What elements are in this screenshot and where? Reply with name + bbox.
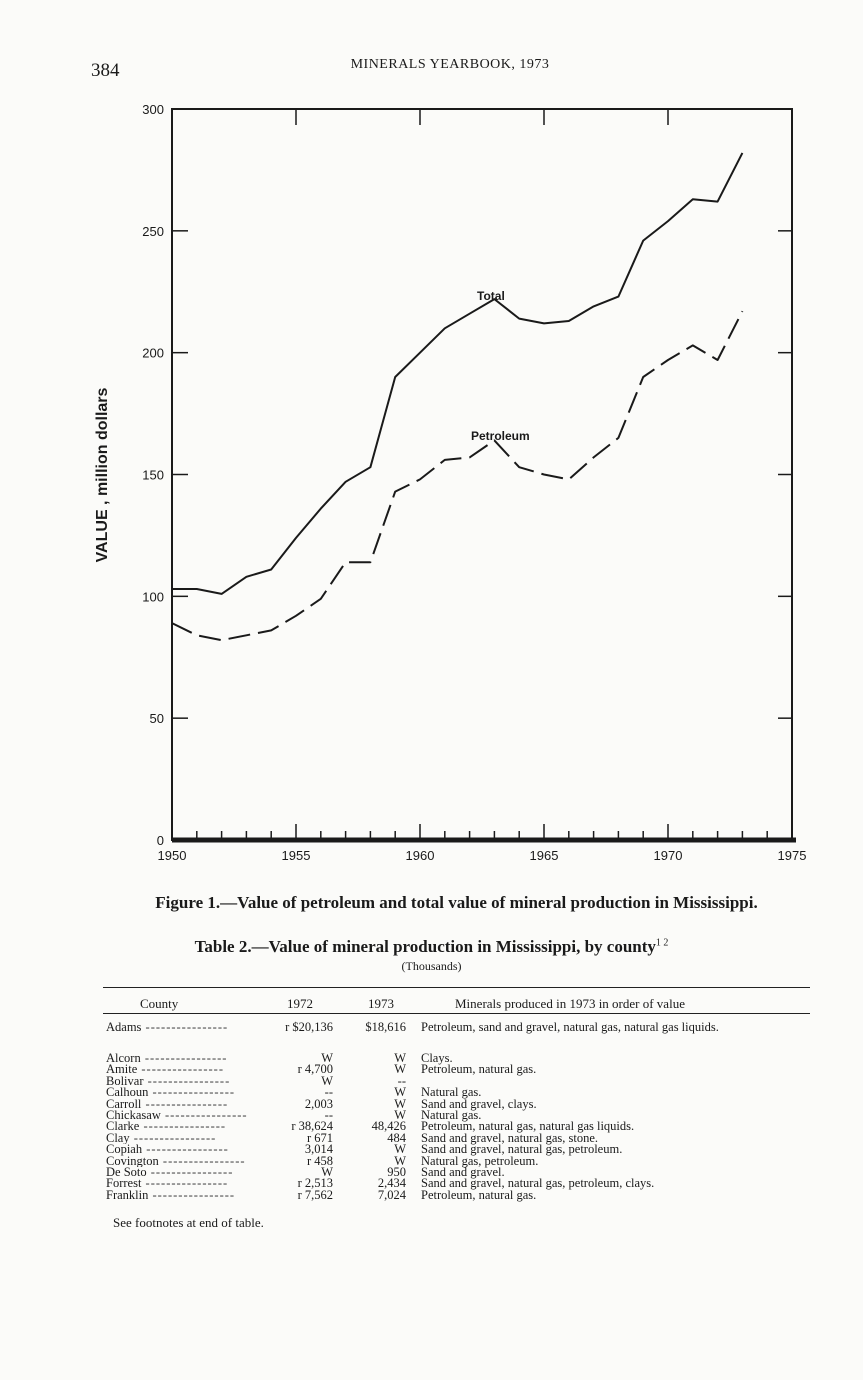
table-title-footnote-ref: 1 2: [655, 937, 669, 949]
county-name: Clay: [106, 1132, 130, 1145]
page-number: 384: [91, 60, 120, 81]
leader-dots: ----------------: [142, 1144, 229, 1156]
value-1973-cell: W: [394, 1051, 406, 1065]
value-1972-cell: r 2,513: [297, 1176, 333, 1191]
county-cell: [106, 1190, 266, 1201]
table-row: [0, 1064, 863, 1075]
leader-dots: ----------------: [141, 1178, 229, 1190]
series-line-petroleum: [172, 311, 742, 640]
county-cell: [106, 1121, 266, 1132]
value-1972-cell: --: [324, 1085, 333, 1100]
county-cell: [106, 1053, 266, 1064]
leader-dots: ----------------: [148, 1087, 236, 1099]
x-tick-label: 1970: [653, 848, 683, 863]
header-county: County: [140, 996, 179, 1011]
county-name: Chickasaw: [106, 1109, 161, 1122]
table-top-rule: [103, 987, 810, 988]
table-subtitle: (Thousands): [401, 959, 462, 973]
value-1973-cell: W: [394, 1153, 406, 1168]
value-1972-cell: W: [321, 1164, 333, 1179]
x-tick-label: 1955: [281, 848, 311, 863]
value-1973-cell: W: [394, 1096, 406, 1111]
county-cell: [106, 1064, 266, 1075]
series-line-total: [172, 153, 742, 594]
value-1972-cell: r 4,700: [297, 1062, 333, 1077]
leader-dots: ----------------: [139, 1121, 227, 1133]
county-name: Carroll: [106, 1098, 142, 1110]
table-title: [0, 937, 863, 957]
y-tick-label: 100: [142, 589, 164, 605]
minerals-cell: Natural gas.: [421, 1085, 482, 1100]
county-cell: [106, 1087, 266, 1098]
minerals-cell: Sand and gravel.: [421, 1164, 505, 1179]
x-tick-label: 1950: [157, 848, 187, 863]
minerals-cell: Petroleum, natural gas.: [421, 1062, 537, 1077]
value-1972-cell: W: [321, 1073, 333, 1088]
y-tick-label: 200: [142, 345, 164, 361]
county-cell: [106, 1133, 266, 1144]
minerals-cell: Sand and gravel, natural gas, petroleum, clays.: [421, 1176, 655, 1191]
county-name: Amite: [106, 1064, 138, 1076]
value-1973-cell: 48,426: [371, 1119, 406, 1134]
value-1972-cell: r 38,624: [291, 1119, 333, 1134]
leader-dots: ----------------: [141, 1020, 229, 1034]
table-title-text: Table 2.—Value of mineral production in Mississippi, by county: [194, 937, 656, 956]
leader-dots: ----------------: [141, 1098, 229, 1110]
value-1972-cell: --: [324, 1107, 333, 1122]
running-head: MINERALS YEARBOOK, 1973: [350, 57, 550, 72]
value-1972-cell: r 671: [306, 1130, 333, 1145]
minerals-cell: Petroleum, natural gas.: [421, 1187, 537, 1202]
y-axis-title: VALUE , million dollars: [94, 387, 111, 563]
value-1973-cell: W: [394, 1062, 406, 1077]
y-tick-label: 150: [142, 467, 164, 483]
table-footnote: See footnotes at end of table.: [113, 1215, 264, 1230]
y-tick-label: 250: [142, 223, 164, 239]
minerals-cell: Natural gas.: [421, 1107, 482, 1122]
leader-dots: ----------------: [137, 1064, 224, 1076]
chart-frame: [172, 109, 796, 840]
minerals-cell: Petroleum, sand and gravel, natural gas, natural gas liquids.: [421, 1020, 719, 1034]
leader-dots: ----------------: [160, 1109, 248, 1122]
series-label-total: Total: [477, 289, 505, 303]
minerals-cell: Sand and gravel, natural gas, petroleum.: [421, 1142, 623, 1157]
county-cell: [106, 1167, 266, 1178]
value-1973-cell: 484: [387, 1130, 406, 1145]
chart-series: [172, 153, 742, 640]
value-1973-cell: W: [394, 1085, 406, 1100]
county-name: Copiah: [106, 1144, 143, 1156]
table-row: [0, 1187, 863, 1202]
x-tick-label: 1965: [529, 848, 559, 863]
county-name: Covington: [106, 1155, 159, 1167]
value-1972-cell: 3,014: [304, 1142, 333, 1157]
header-1972: 1972: [287, 996, 313, 1011]
leader-dots: ----------------: [146, 1166, 234, 1179]
y-tick-label: 0: [156, 833, 164, 848]
minerals-cell: Petroleum, natural gas, natural gas liquids.: [421, 1119, 635, 1134]
county-name: Adams: [106, 1020, 142, 1034]
x-tick-label: 1960: [405, 848, 435, 863]
header-minerals: Minerals produced in 1973 in order of value: [455, 996, 685, 1011]
county-cell: [106, 1110, 266, 1121]
value-1972-cell: r 7,562: [297, 1187, 333, 1202]
value-1973-cell: 950: [387, 1164, 406, 1179]
x-tick-label: 1975: [777, 848, 807, 863]
leader-dots: ----------------: [158, 1155, 246, 1167]
county-cell: [106, 1099, 266, 1110]
leader-dots: ----------------: [140, 1053, 228, 1065]
figure-caption: Figure 1.—Value of petroleum and total value of mineral production in Mississippi.: [155, 893, 758, 912]
minerals-cell: Natural gas, petroleum.: [421, 1153, 539, 1168]
county-name: Calhoun: [106, 1087, 149, 1099]
leader-dots: ----------------: [143, 1075, 231, 1088]
value-1972-cell: r 458: [306, 1153, 333, 1168]
value-1973-cell: 2,434: [377, 1176, 406, 1191]
y-tick-label: 50: [149, 711, 164, 727]
value-1973-cell: W: [394, 1107, 406, 1122]
value-1973-cell: $18,616: [365, 1020, 406, 1034]
minerals-cell: Clays.: [421, 1051, 453, 1065]
county-cell: [106, 1020, 266, 1034]
value-1973-cell: --: [397, 1073, 406, 1088]
value-1973-cell: 7,024: [377, 1187, 406, 1202]
leader-dots: ----------------: [129, 1132, 217, 1145]
county-name: Franklin: [106, 1189, 149, 1202]
county-cell: [106, 1156, 266, 1167]
plot-border: [172, 109, 792, 840]
value-1972-cell: r $20,136: [285, 1020, 333, 1034]
county-name: Clarke: [106, 1121, 140, 1133]
minerals-cell: Sand and gravel, clays.: [421, 1096, 537, 1111]
county-cell: [106, 1144, 266, 1155]
series-label-petroleum: Petroleum: [471, 429, 530, 443]
county-name: Alcorn: [106, 1053, 141, 1065]
value-1973-cell: W: [394, 1142, 406, 1157]
table-header-rule: [103, 1013, 810, 1014]
y-tick-label: 300: [142, 102, 164, 117]
leader-dots: ----------------: [148, 1189, 236, 1202]
county-cell: [106, 1178, 266, 1189]
county-name: De Soto: [106, 1166, 147, 1179]
county-cell: [106, 1076, 266, 1087]
value-1972-cell: W: [321, 1051, 333, 1065]
chart-ticks: [142, 102, 806, 863]
value-1972-cell: 2,003: [304, 1096, 333, 1111]
county-name: Bolivar: [106, 1075, 144, 1088]
minerals-cell: Sand and gravel, natural gas, stone.: [421, 1130, 599, 1145]
county-name: Forrest: [106, 1178, 142, 1190]
header-1973: 1973: [368, 996, 394, 1011]
table-row: [0, 1020, 863, 1053]
table-body: [0, 1020, 863, 1201]
